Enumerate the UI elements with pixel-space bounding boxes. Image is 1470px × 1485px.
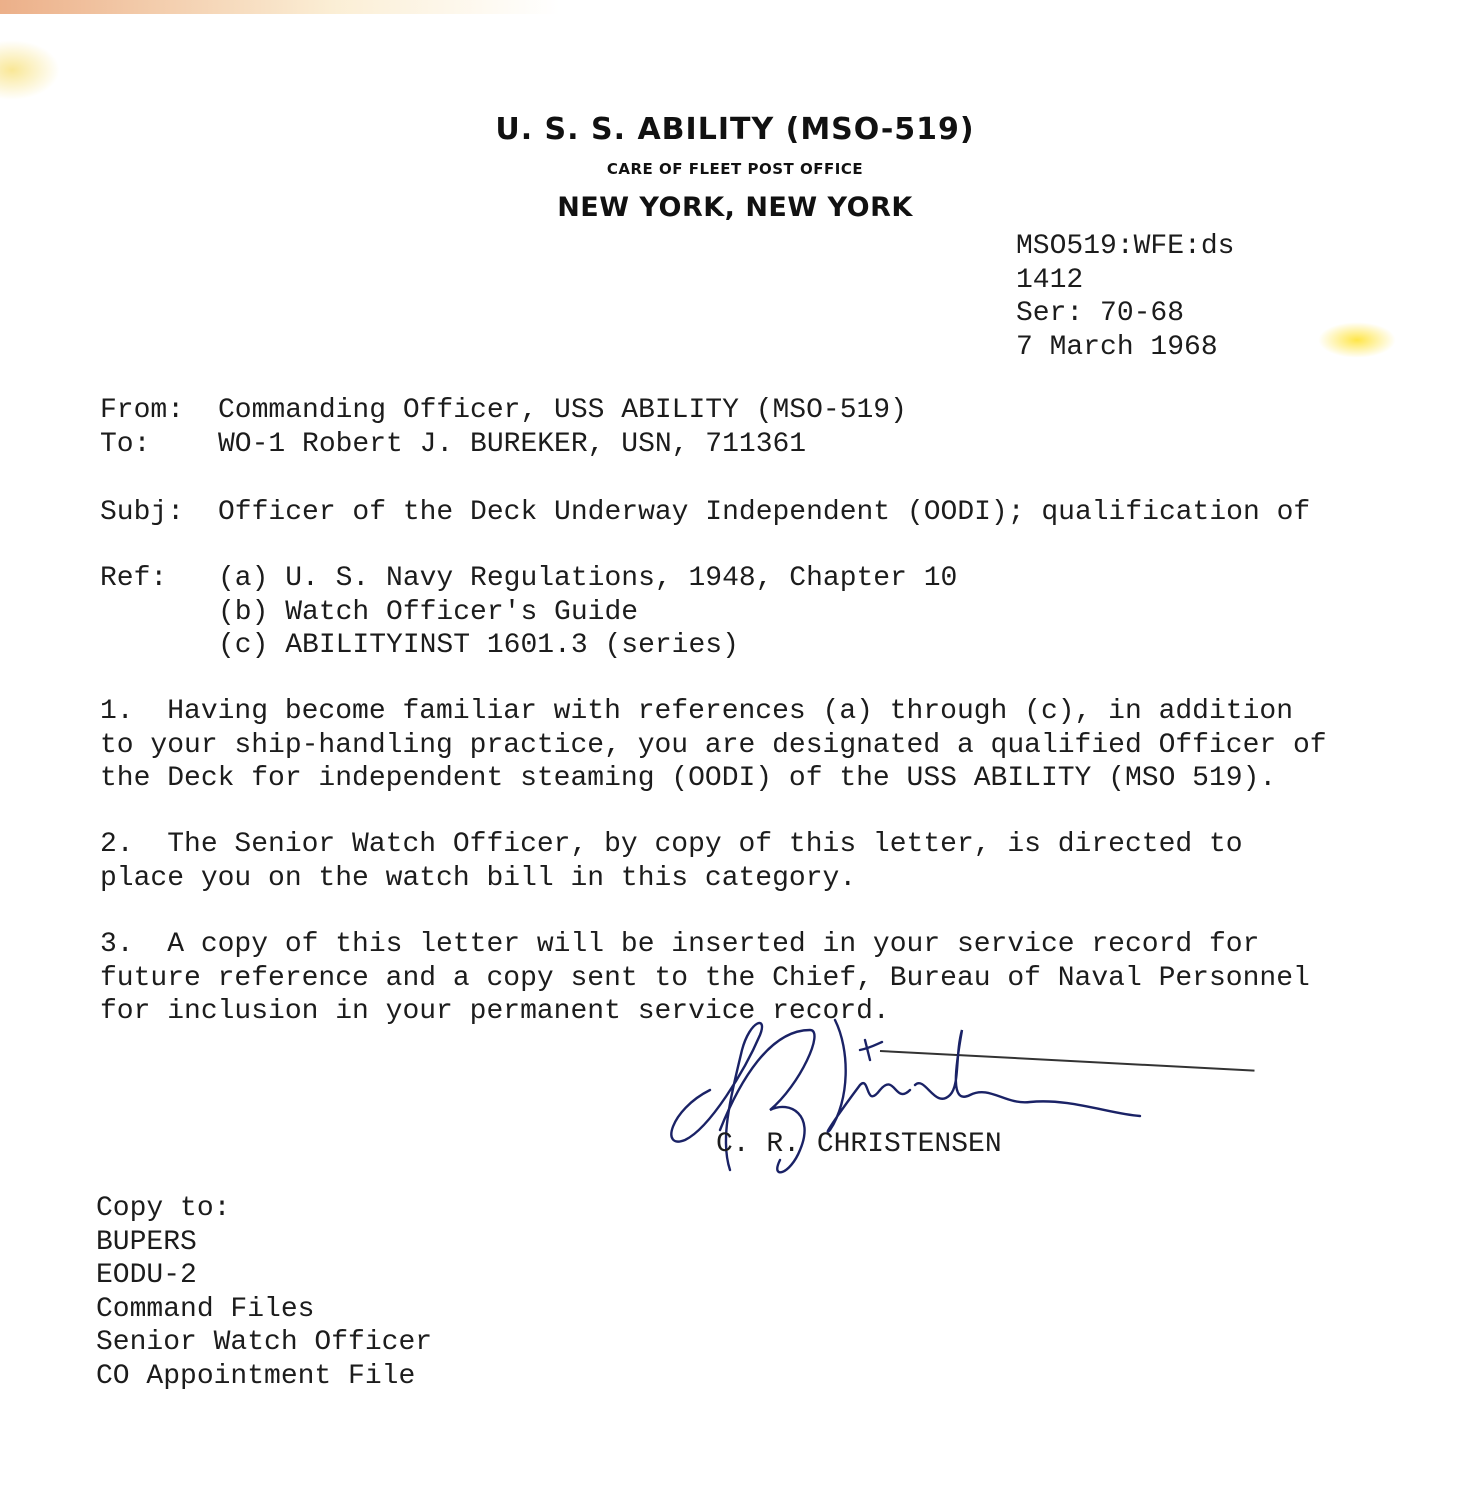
copy-recipient: EODU-2	[96, 1260, 197, 1291]
paper-stain	[0, 40, 60, 100]
paragraph-line: the Deck for independent steaming (OODI) of the USS ABILITY (MSO 519).	[100, 763, 1277, 794]
reference-c: (c) ABILITYINST 1601.3 (series)	[218, 630, 739, 661]
paragraph-line: future reference and a copy sent to the Chief, Bureau of Naval Personnel	[100, 962, 1310, 994]
typed-signature-name: C. R. CHRISTENSEN	[716, 1129, 1002, 1160]
reference-b: (b) Watch Officer's Guide	[218, 597, 639, 628]
reference-block	[1016, 230, 1234, 364]
subject-value: Officer of the Deck Underway Independent (OODI); qualification of	[218, 497, 1311, 528]
copy-to-block	[96, 1192, 432, 1393]
paragraph-line: 1. Having become familiar with references (a) through (c), in addition	[100, 696, 1293, 727]
paragraph-line: 2. The Senior Watch Officer, by copy of this letter, is directed to	[100, 829, 1243, 860]
copy-recipient: Senior Watch Officer	[96, 1327, 433, 1358]
reference-a: (a) U. S. Navy Regulations, 1948, Chapter 10	[218, 563, 958, 594]
paragraph-line: place you on the watch bill in this category.	[100, 862, 857, 894]
letterhead-care-of: CARE OF FLEET POST OFFICE	[606, 160, 864, 178]
paper-stain	[0, 0, 560, 14]
paragraph-1	[100, 695, 1327, 796]
copy-to-label: Copy to:	[96, 1193, 231, 1224]
copy-recipient: BUPERS	[96, 1226, 197, 1258]
copy-recipient: CO Appointment File	[96, 1360, 416, 1392]
letterhead-ship-name: U. S. S. ABILITY (MSO-519)	[495, 112, 975, 147]
reference-ssic: 1412	[1016, 264, 1084, 296]
letterhead-city: NEW YORK, NEW YORK	[557, 192, 913, 223]
references-label: Ref:	[100, 563, 168, 594]
from-value: Commanding Officer, USS ABILITY (MSO-519)	[218, 395, 907, 426]
paragraph-2	[100, 828, 1243, 895]
reference-serial: Ser: 70-68	[1016, 298, 1185, 329]
letter-date: 7 March 1968	[1016, 331, 1218, 363]
to-label: To:	[100, 429, 151, 460]
subject-label: Subj:	[100, 497, 185, 528]
paragraph-line: to your ship-handling practice, you are designated a qualified Officer of	[100, 729, 1327, 761]
reference-code: MSO519:WFE:ds	[1016, 231, 1235, 262]
copy-recipient: Command Files	[96, 1293, 315, 1325]
paragraph-line: for inclusion in your permanent service record.	[100, 996, 890, 1027]
from-label: From:	[100, 395, 185, 426]
paper-stain	[1318, 322, 1396, 358]
to-value: WO-1 Robert J. BUREKER, USN, 711361	[218, 429, 807, 460]
paragraph-line: 3. A copy of this letter will be inserted in your service record for	[100, 929, 1260, 960]
